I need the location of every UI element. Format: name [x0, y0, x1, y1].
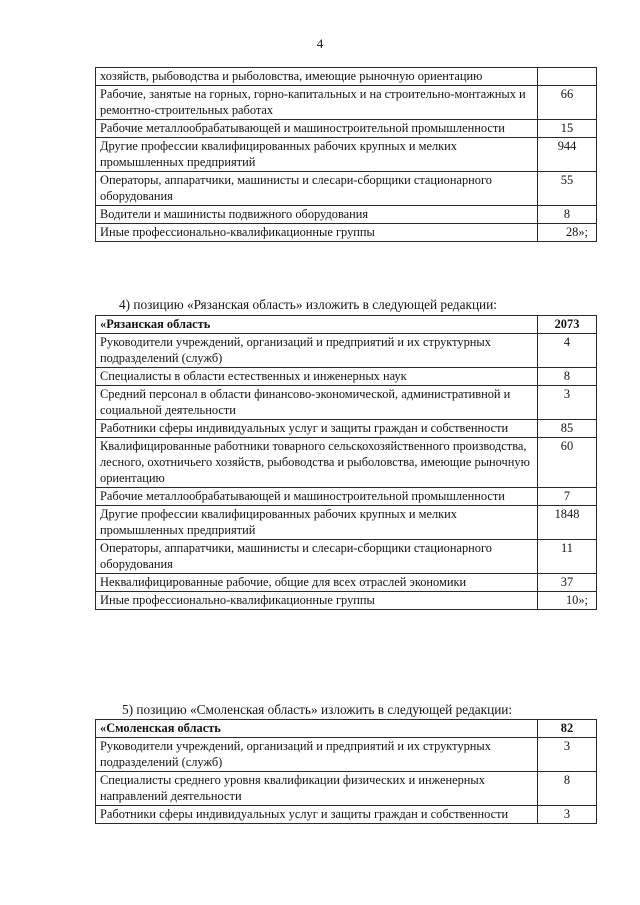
row-label: Рабочие металлообрабатывающей и машиностроительной промышленности: [96, 488, 538, 506]
row-label: Руководители учреждений, организаций и предприятий и их структурных подразделений (служб): [96, 738, 538, 772]
row-label: Неквалифицированные рабочие, общие для всех отраслей экономики: [96, 574, 538, 592]
row-label: Операторы, аппаратчики, машинисты и слесари-сборщики стационарного оборудования: [96, 540, 538, 574]
row-label: Иные профессионально-квалификационные группы: [96, 592, 538, 610]
table-row: [96, 68, 597, 86]
table-row: [96, 86, 597, 120]
table-row: [96, 738, 597, 772]
row-value: 15: [538, 120, 597, 138]
table-row: [96, 772, 597, 806]
row-value: 37: [538, 574, 597, 592]
table-continued-region: [95, 67, 597, 242]
table-row: [96, 540, 597, 574]
table-row: [96, 574, 597, 592]
table-header-row: [96, 316, 597, 334]
row-label: Рабочие, занятые на горных, горно-капитальных и на строительно-монтажных и ремонтно-строительных работах: [96, 86, 538, 120]
row-label: Специалисты в области естественных и инженерных наук: [96, 368, 538, 386]
row-value: 1848: [538, 506, 597, 540]
row-value: 10»;: [538, 592, 597, 610]
table-smolensk-region: [95, 719, 597, 824]
region-total: 2073: [538, 316, 597, 334]
row-label: Работники сферы индивидуальных услуг и защиты граждан и собственности: [96, 420, 538, 438]
row-label: Квалифицированные работники товарного сельскохозяйственного производства, лесного, охотничьего хозяйств, рыбоводства и рыболовства, имеющие рыночную ориентацию: [96, 438, 538, 488]
region-name: «Рязанская область: [96, 316, 538, 334]
table-row: [96, 206, 597, 224]
row-value: 55: [538, 172, 597, 206]
row-label: Руководители учреждений, организаций и предприятий и их структурных подразделений (служб): [96, 334, 538, 368]
table-ryazan-region: [95, 315, 597, 610]
table-row: [96, 592, 597, 610]
row-value: 3: [538, 386, 597, 420]
row-label: Водители и машинисты подвижного оборудования: [96, 206, 538, 224]
section5-intro: 5) позицию «Смоленская область» изложить в следующей редакции:: [122, 702, 513, 717]
table-row: [96, 138, 597, 172]
row-label: Другие профессии квалифицированных рабочих крупных и мелких промышленных предприятий: [96, 506, 538, 540]
row-label: Другие профессии квалифицированных рабочих крупных и мелких промышленных предприятий: [96, 138, 538, 172]
page-number: 4: [316, 36, 324, 51]
row-label: Рабочие металлообрабатывающей и машиностроительной промышленности: [96, 120, 538, 138]
table-row: [96, 488, 597, 506]
row-value: 8: [538, 772, 597, 806]
table-row: [96, 368, 597, 386]
row-value: 3: [538, 806, 597, 824]
section4-intro: 4) позицию «Рязанская область» изложить в следующей редакции:: [119, 297, 497, 312]
row-value: 7: [538, 488, 597, 506]
table-header-row: [96, 720, 597, 738]
table-row: [96, 334, 597, 368]
row-label: Специалисты среднего уровня квалификации физических и инженерных направлений деятельности: [96, 772, 538, 806]
row-label: Операторы, аппаратчики, машинисты и слесари-сборщики стационарного оборудования: [96, 172, 538, 206]
row-value: 85: [538, 420, 597, 438]
table-row: [96, 806, 597, 824]
row-value: 8: [538, 368, 597, 386]
table-row: [96, 386, 597, 420]
table-row: [96, 506, 597, 540]
table-row: [96, 224, 597, 242]
row-value: 66: [538, 86, 597, 120]
table-row: [96, 438, 597, 488]
table-row: [96, 172, 597, 206]
row-value: [538, 68, 597, 86]
row-value: 3: [538, 738, 597, 772]
row-label: Средний персонал в области финансово-экономической, административной и социальной деятельности: [96, 386, 538, 420]
table-row: [96, 420, 597, 438]
table-row: [96, 120, 597, 138]
row-label: Работники сферы индивидуальных услуг и защиты граждан и собственности: [96, 806, 538, 824]
row-value: 4: [538, 334, 597, 368]
row-value: 28»;: [538, 224, 597, 242]
region-total: 82: [538, 720, 597, 738]
row-label: Иные профессионально-квалификационные группы: [96, 224, 538, 242]
row-value: 8: [538, 206, 597, 224]
region-name: «Смоленская область: [96, 720, 538, 738]
row-value: 944: [538, 138, 597, 172]
row-label: хозяйств, рыбоводства и рыболовства, имеющие рыночную ориентацию: [96, 68, 538, 86]
row-value: 11: [538, 540, 597, 574]
row-value: 60: [538, 438, 597, 488]
